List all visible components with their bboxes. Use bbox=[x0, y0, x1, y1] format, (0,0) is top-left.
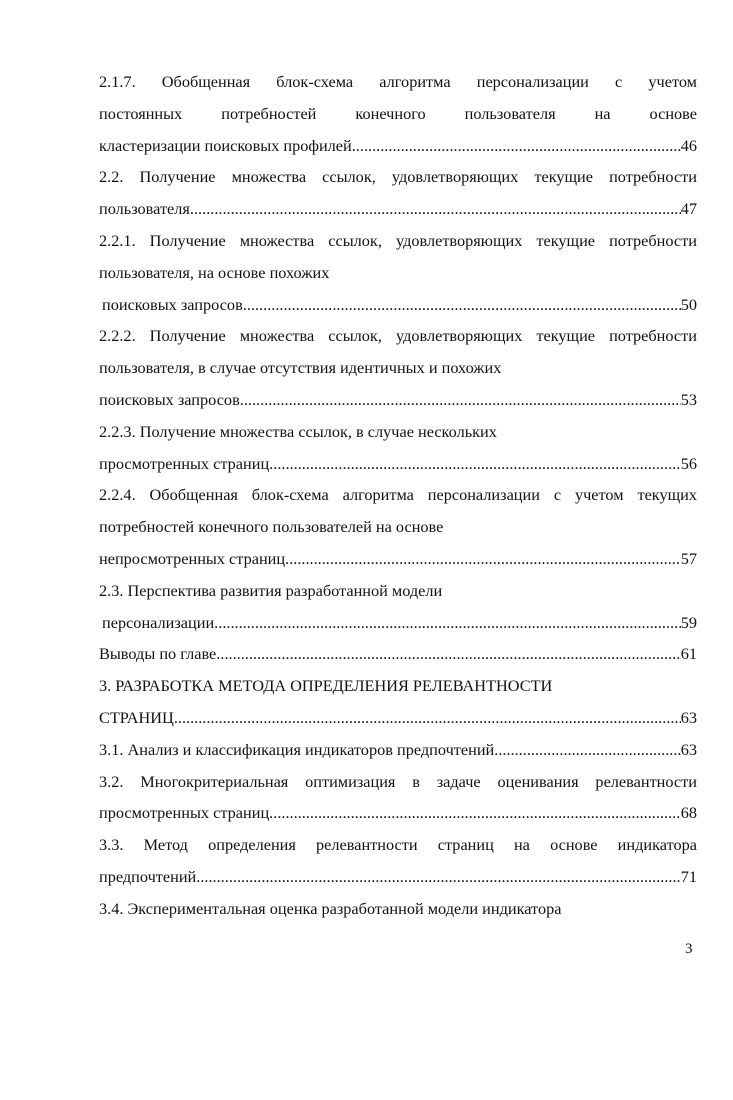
dot-leader bbox=[243, 289, 681, 321]
toc-entry-2-1-7-line1: 2.1.7. Обобщенная блок-схема алгоритма персонализации с учетом bbox=[99, 72, 697, 91]
toc-entry-2-2-1-line3 bbox=[99, 289, 697, 321]
toc-page-number: 71 bbox=[680, 866, 697, 886]
dot-leader bbox=[494, 734, 680, 766]
toc-entry-2-2-2-line1: 2.2.2. Получение множества ссылок, удовлетворяющих текущие потребности bbox=[99, 326, 697, 346]
toc-entry-3-3-line1: 3.3. Метод определения релевантности страниц на основе индикатора bbox=[99, 835, 697, 855]
toc-page-number: 63 bbox=[680, 707, 697, 727]
toc-entry-3-2-line1: 3.2. Многокритериальная оптимизация в задаче оценивания релевантности bbox=[99, 771, 697, 791]
toc-entry-2-2-4-line1: 2.2.4. Обобщенная блок-схема алгоритма персонализации с учетом текущих bbox=[99, 485, 697, 505]
toc-page-number: 47 bbox=[680, 199, 697, 219]
toc-entry-2-2-4-line3 bbox=[99, 543, 697, 575]
dot-leader bbox=[214, 607, 681, 639]
dot-leader bbox=[196, 861, 680, 893]
toc-page-number: 50 bbox=[680, 294, 697, 314]
dot-leader bbox=[190, 193, 681, 225]
toc-entry-3-4-line1: 3.4. Экспериментальная оценка разработанной модели индикатора bbox=[99, 898, 562, 918]
toc-entry-text: поисковых запросов bbox=[102, 294, 243, 314]
toc-page-number: 63 bbox=[680, 739, 697, 759]
toc-entry-3-3-line2 bbox=[99, 861, 697, 893]
toc-entry-2-2-1-line2: пользователя, на основе похожих bbox=[99, 262, 330, 282]
table-of-contents bbox=[99, 66, 697, 925]
dot-leader bbox=[240, 384, 681, 416]
toc-entry-text: кластеризации поисковых профилей bbox=[99, 135, 352, 155]
toc-entry-2-3-line1: 2.3. Перспектива развития разработанной модели bbox=[99, 580, 443, 600]
toc-entry-3-line1: 3. РАЗРАБОТКА МЕТОДА ОПРЕДЕЛЕНИЯ РЕЛЕВАНТНОСТИ bbox=[99, 676, 553, 696]
toc-page-number: 68 bbox=[680, 803, 697, 823]
toc-page-number: 59 bbox=[680, 612, 697, 632]
toc-entry-2-2-1-line1: 2.2.1. Получение множества ссылок, удовлетворяющих текущие потребности bbox=[99, 230, 697, 250]
toc-entry-text: 3.1. Анализ и классификация индикаторов предпочтений bbox=[99, 739, 495, 759]
toc-entry-text: просмотренных страниц bbox=[99, 453, 270, 473]
toc-entry-3-1 bbox=[99, 734, 697, 766]
toc-entry-2-2-2-line2: пользователя, в случае отсутствия идентичных и похожих bbox=[99, 358, 502, 378]
toc-entry-text: поисковых запросов bbox=[99, 389, 240, 409]
toc-page-number: 46 bbox=[680, 135, 697, 155]
toc-entry-2-2-3-line2 bbox=[99, 448, 697, 480]
toc-entry-3-2-line2 bbox=[99, 797, 697, 829]
toc-entry-text: непросмотренных страниц. bbox=[99, 548, 290, 568]
toc-entry-2-2-line1: 2.2. Получение множества ссылок, удовлетворяющих текущие потребности bbox=[99, 167, 697, 187]
toc-entry-text: пользователя bbox=[99, 199, 190, 219]
toc-page-number: 61 bbox=[680, 644, 697, 664]
dot-leader bbox=[174, 702, 681, 734]
toc-entry-2-1-7-line2: постоянных потребностей конечного пользователя на основе bbox=[99, 103, 697, 123]
toc-entry-text: Выводы по главе bbox=[99, 644, 217, 664]
toc-entry-3-line2 bbox=[99, 702, 697, 734]
dot-leader bbox=[216, 638, 680, 670]
toc-entry-2-2-3-line1: 2.2.3. Получение множества ссылок, в случае нескольких bbox=[99, 421, 497, 441]
dot-leader bbox=[289, 543, 681, 575]
toc-entry-conclusions bbox=[99, 638, 697, 670]
page-number: 3 bbox=[685, 941, 693, 957]
toc-entry-2-2-2-line3 bbox=[99, 384, 697, 416]
toc-entry-text: СТРАНИЦ bbox=[99, 707, 174, 727]
dot-leader bbox=[352, 130, 681, 162]
dot-leader bbox=[269, 448, 681, 480]
toc-page-number: 56 bbox=[680, 453, 697, 473]
toc-entry-text: предпочтений bbox=[99, 866, 197, 886]
toc-entry-text: просмотренных страниц bbox=[99, 803, 270, 823]
toc-entry-text: персонализации bbox=[102, 612, 215, 632]
dot-leader bbox=[269, 797, 681, 829]
toc-entry-2-2-line2 bbox=[99, 193, 697, 225]
toc-entry-2-2-4-line2: потребностей конечного пользователей на основе bbox=[99, 517, 444, 537]
toc-entry-2-1-7-line3 bbox=[99, 130, 697, 162]
toc-entry-2-3-line2 bbox=[99, 607, 697, 639]
toc-page-number: 57 bbox=[680, 548, 697, 568]
toc-page-number: 53 bbox=[680, 389, 697, 409]
